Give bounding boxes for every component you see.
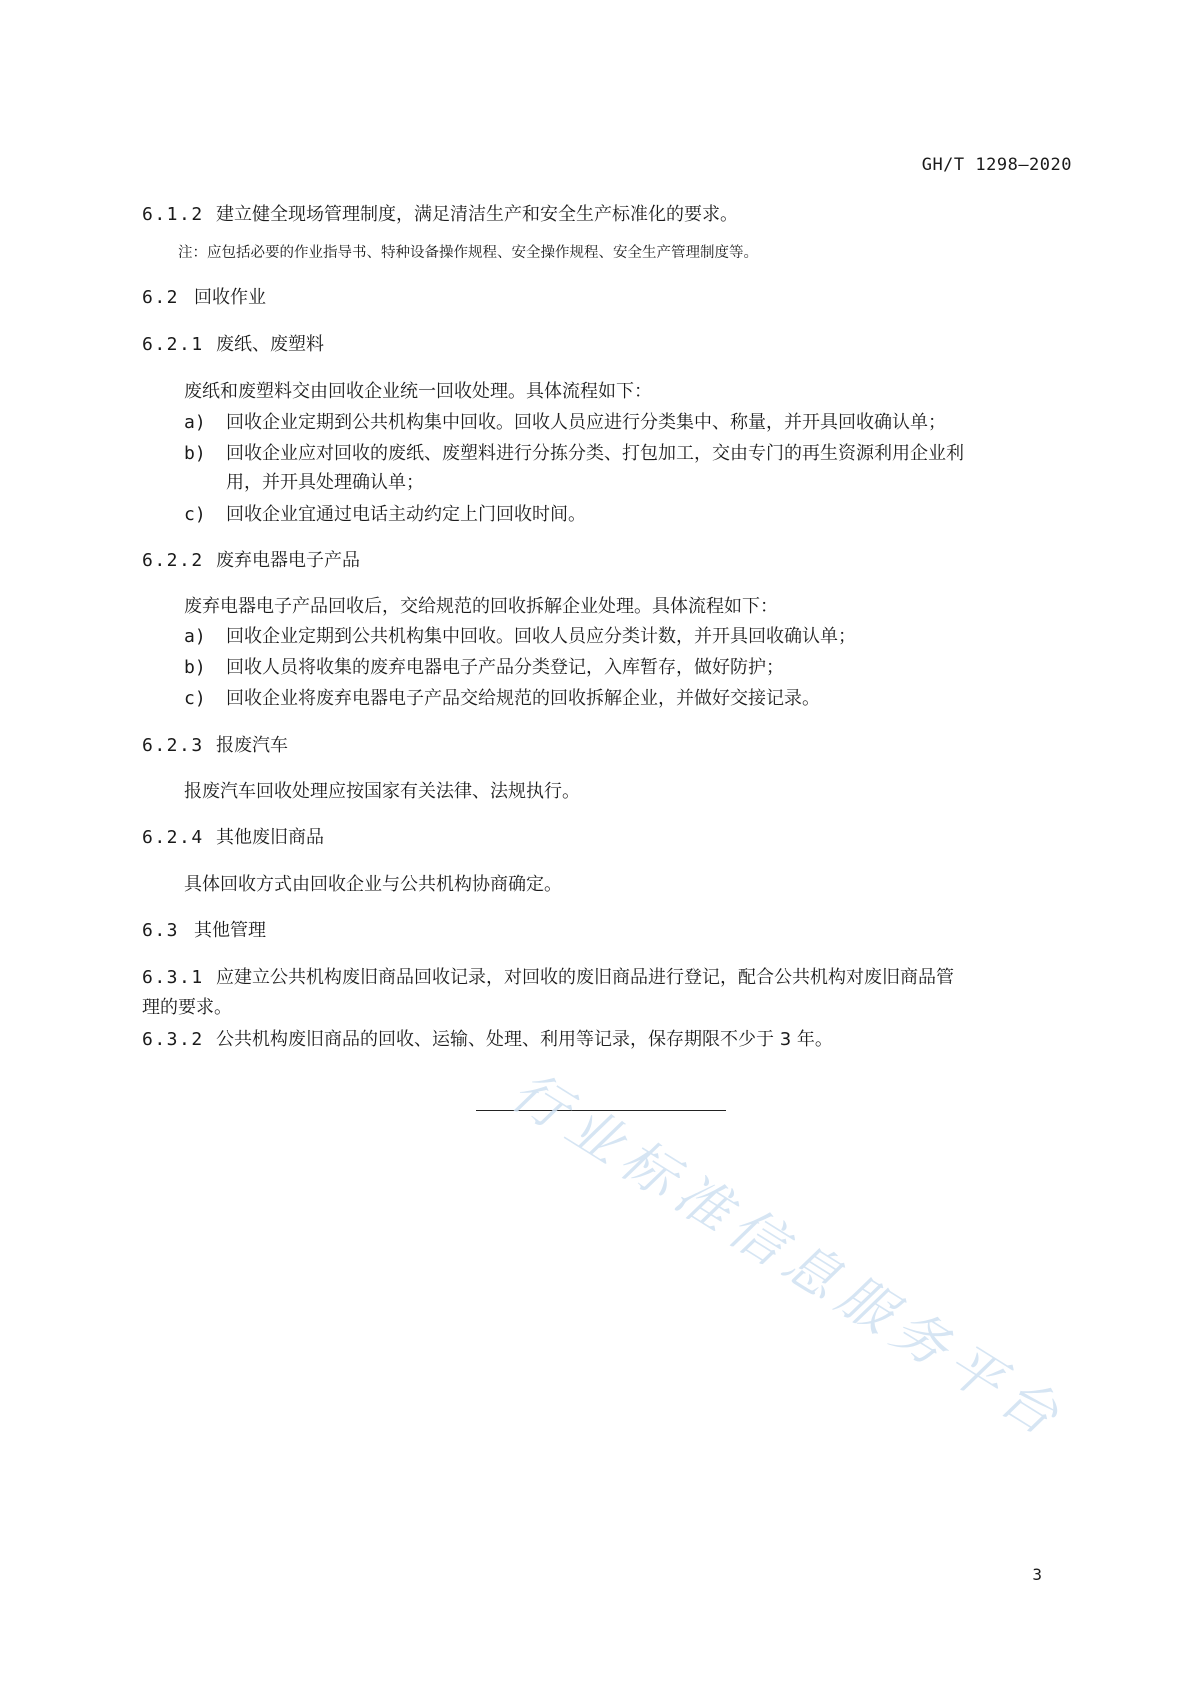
clause-text: 公共机构废旧商品的回收、运输、处理、利用等记录，保存期限不少于 3 年。 [216,1029,833,1050]
clause-6-2-3-heading [142,734,288,758]
clause-6-3-1 [142,966,954,990]
section-title: 回收作业 [194,287,266,308]
page-number: 3 [1032,1565,1042,1584]
clause-text: 报废汽车回收处理应按国家有关法律、法规执行。 [184,781,580,802]
clause-number: 6.3.2 [142,1029,204,1050]
clause-text: 具体回收方式由回收企业与公共机构协商确定。 [184,874,562,895]
clause-number: 6.2.4 [142,827,204,848]
clause-intro: 废纸和废塑料交由回收企业统一回收处理。具体流程如下： [184,381,652,402]
clause-number: 6.2.1 [142,334,204,355]
list-item-label: a) [184,412,206,433]
list-item-label: c) [184,688,206,709]
section-6-2-heading [142,286,266,310]
clause-number: 6.1.2 [142,204,204,225]
clause-6-2-4-heading [142,826,324,850]
clause-intro: 废弃电器电子产品回收后，交给规范的回收拆解企业处理。具体流程如下： [184,596,778,617]
list-item-label: b) [184,657,206,678]
list-item [184,503,586,527]
clause-title: 报废汽车 [216,735,288,756]
clause-6-3-2 [142,1028,833,1052]
note: 注：应包括必要的作业指导书、特种设备操作规程、安全操作规程、安全生产管理制度等。 [178,245,758,261]
list-item-text: 回收人员将收集的废弃电器电子产品分类登记，入库暂存，做好防护； [226,657,784,678]
clause-text: 应建立公共机构废旧商品回收记录，对回收的废旧商品进行登记，配合公共机构对废旧商品管 [216,967,954,988]
clause-6-2-2-heading [142,549,360,573]
clause-number: 6.3.1 [142,967,204,988]
clause-title: 其他废旧商品 [216,827,324,848]
section-title: 其他管理 [194,920,266,941]
list-item-continuation: 用，并开具处理确认单； [226,472,424,493]
list-item [184,687,820,711]
list-item-text: 回收企业宜通过电话主动约定上门回收时间。 [226,504,586,525]
section-6-3-heading [142,919,266,943]
clause-6-1-2 [142,203,738,227]
clause-continuation: 理的要求。 [142,997,232,1018]
list-item [184,442,964,466]
clause-number: 6.2.3 [142,735,204,756]
section-number: 6.3 [142,920,180,941]
list-item [184,656,784,680]
document-code: GH/T 1298—2020 [921,155,1072,175]
list-item-label: a) [184,626,206,647]
watermark: 行业标准信息服务平台 [500,1059,1077,1452]
clause-6-2-1-heading [142,333,324,357]
clause-title: 废弃电器电子产品 [216,550,360,571]
section-number: 6.2 [142,287,180,308]
clause-title: 废纸、废塑料 [216,334,324,355]
list-item-text: 回收企业应对回收的废纸、废塑料进行分拣分类、打包加工，交由专门的再生资源利用企业利 [226,443,964,464]
list-item-label: c) [184,504,206,525]
list-item-text: 回收企业定期到公共机构集中回收。回收人员应进行分类集中、称量，并开具回收确认单； [226,412,946,433]
clause-number: 6.2.2 [142,550,204,571]
list-item-text: 回收企业将废弃电器电子产品交给规范的回收拆解企业，并做好交接记录。 [226,688,820,709]
list-item [184,411,946,435]
list-item-label: b) [184,443,206,464]
list-item-text: 回收企业定期到公共机构集中回收。回收人员应分类计数，并开具回收确认单； [226,626,856,647]
list-item [184,625,856,649]
clause-text: 建立健全现场管理制度，满足清洁生产和安全生产标准化的要求。 [216,204,738,225]
